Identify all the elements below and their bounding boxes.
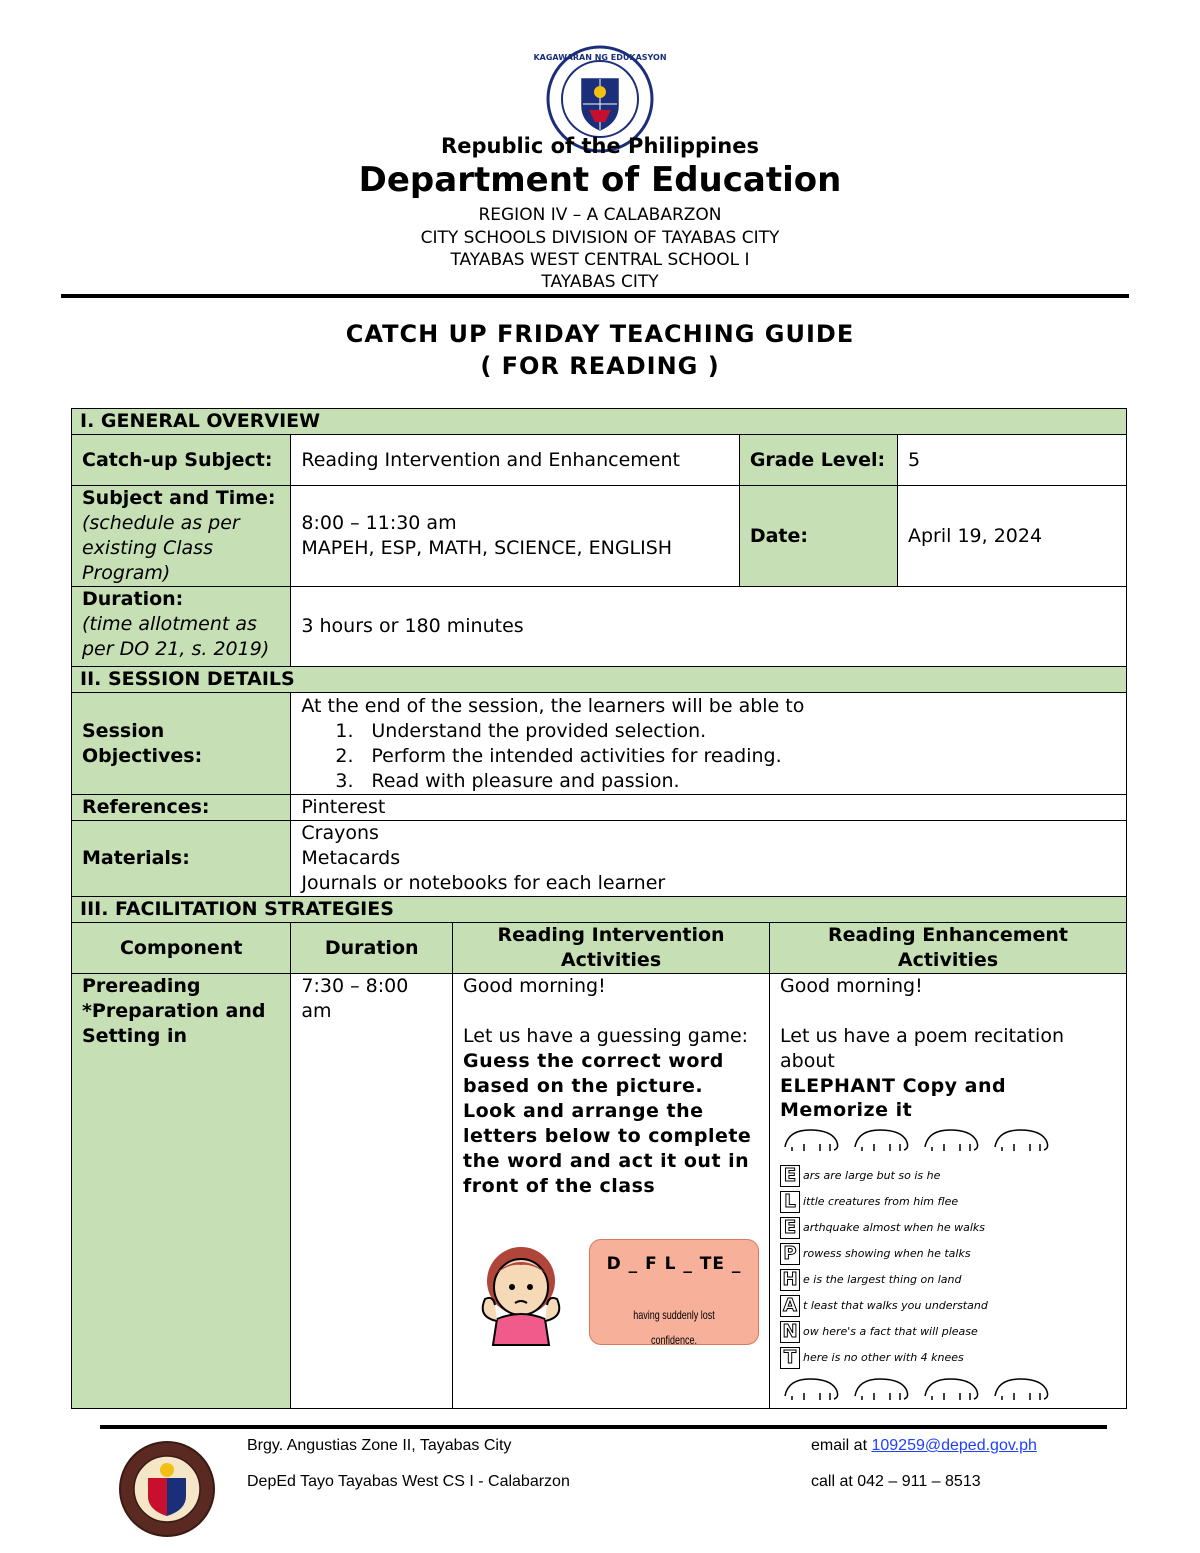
duration-value: 3 hours or 180 minutes — [291, 587, 1127, 667]
material-item: Crayons — [301, 822, 379, 844]
confused-child-illustration — [463, 1239, 581, 1345]
footer-divider — [100, 1425, 1107, 1429]
elephant-border-top — [780, 1122, 1060, 1152]
subject-value: Reading Intervention and Enhancement — [291, 435, 739, 486]
enhancement-activity-cell — [770, 974, 1127, 1409]
guessing-game-picture — [463, 1239, 759, 1345]
objective-item: 3. Read with pleasure and passion. — [335, 769, 680, 792]
subject-label: Catch-up Subject: — [72, 435, 291, 486]
poem-line: T here is no other with 4 knees — [780, 1345, 1116, 1371]
materials-cell — [291, 821, 1127, 897]
poem-line: P rowess showing when he talks — [780, 1241, 1116, 1267]
duration-label: Duration: — [82, 588, 184, 610]
header-divider — [61, 294, 1129, 298]
references-value: Pinterest — [291, 795, 1127, 821]
footer-email — [811, 1437, 1037, 1455]
word-hint: having suddenly lost confidence. — [633, 1308, 715, 1347]
objectives-label: Session Objectives: — [72, 693, 291, 795]
poem-line: N ow here's a fact that will please — [780, 1319, 1116, 1345]
duration-prereading: 7:30 – 8:00 am — [291, 974, 453, 1409]
email-prefix: email at — [811, 1437, 872, 1454]
division-line: CITY SCHOOLS DIVISION OF TAYABAS CITY — [420, 228, 780, 248]
email-link[interactable]: 109259@deped.gov.ph — [871, 1437, 1037, 1454]
enhancement-greeting: Good morning! — [780, 975, 923, 997]
region-line: REGION IV – A CALABARZON — [478, 205, 722, 225]
intervention-activity-cell — [453, 974, 770, 1409]
time-value: 8:00 – 11:30 am — [301, 512, 457, 534]
header-enhancement: Reading Enhancement Activities — [770, 923, 1127, 974]
teaching-guide-table — [71, 408, 1127, 1409]
section-session-details: II. SESSION DETAILS — [72, 667, 1127, 693]
republic-heading: Republic of the Philippines — [441, 134, 759, 158]
grade-label: Grade Level: — [739, 435, 897, 486]
elephant-border-bottom — [780, 1371, 1060, 1401]
subject-time-label-cell — [72, 486, 291, 587]
date-label: Date: — [739, 486, 897, 587]
references-label: References: — [72, 795, 291, 821]
document-subtitle: ( FOR READING ) — [480, 352, 720, 380]
poem-line: A t least that walks you understand — [780, 1293, 1116, 1319]
intervention-instructions: Guess the correct word based on the picture. Look and arrange the letters below to complete the word and act it out in front of the class — [463, 1050, 752, 1197]
school-seal-logo — [118, 1440, 216, 1538]
header-duration: Duration — [291, 923, 453, 974]
subject-time-note: (schedule as per existing Class Program) — [82, 512, 240, 584]
material-item: Metacards — [301, 847, 401, 869]
date-value: April 19, 2024 — [897, 486, 1126, 587]
poem-line: H e is the largest thing on land — [780, 1267, 1116, 1293]
subject-time-value-cell — [291, 486, 739, 587]
objective-item: 1. Understand the provided selection. — [335, 719, 707, 742]
subjects-value: MAPEH, ESP, MATH, SCIENCE, ENGLISH — [301, 537, 673, 559]
enhancement-title: ELEPHANT Copy and Memorize it — [780, 1075, 1007, 1121]
material-item: Journals or notebooks for each learner — [301, 872, 666, 894]
svg-text:KAGAWARAN NG EDUKASYON: KAGAWARAN NG EDUKASYON — [533, 53, 667, 62]
footer-phone: call at 042 – 911 – 8513 — [811, 1473, 981, 1490]
objective-item: 2. Perform the intended activities for reading. — [335, 744, 782, 767]
section-facilitation: III. FACILITATION STRATEGIES — [72, 897, 1127, 923]
poem-line: L ittle creatures from him flee — [780, 1189, 1116, 1215]
objectives-cell — [291, 693, 1127, 795]
word-card — [589, 1239, 759, 1345]
duration-note: (time allotment as per DO 21, s. 2019) — [82, 613, 270, 660]
objectives-list — [301, 719, 1116, 794]
intervention-intro: Let us have a guessing game: — [463, 1025, 749, 1047]
duration-label-cell — [72, 587, 291, 667]
footer-address: Brgy. Angustias Zone II, Tayabas City — [247, 1437, 512, 1454]
component-prereading: Prereading *Preparation and Setting in — [72, 974, 291, 1409]
department-heading: Department of Education — [358, 160, 842, 200]
subject-time-label: Subject and Time: — [82, 487, 276, 509]
header-component: Component — [72, 923, 291, 974]
enhancement-intro: Let us have a poem recitation about — [780, 1025, 1064, 1072]
grade-value: 5 — [897, 435, 1126, 486]
missing-letters-word: D _ F L _ TE _ — [606, 1254, 742, 1274]
intervention-greeting: Good morning! — [463, 975, 606, 997]
school-line: TAYABAS WEST CENTRAL SCHOOL I — [450, 250, 750, 270]
city-line: TAYABAS CITY — [541, 272, 659, 292]
section-general-overview: I. GENERAL OVERVIEW — [72, 409, 1127, 435]
materials-label: Materials: — [72, 821, 291, 897]
elephant-acrostic-poem — [780, 1163, 1116, 1371]
objectives-intro: At the end of the session, the learners will be able to — [301, 694, 805, 717]
poem-line: E ars are large but so is he — [780, 1163, 1116, 1189]
document-title: CATCH UP FRIDAY TEACHING GUIDE — [345, 320, 855, 348]
footer-page-name: DepEd Tayo Tayabas West CS I - Calabarzon — [247, 1473, 570, 1490]
header-intervention: Reading Intervention Activities — [453, 923, 770, 974]
poem-line: E arthquake almost when he walks — [780, 1215, 1116, 1241]
